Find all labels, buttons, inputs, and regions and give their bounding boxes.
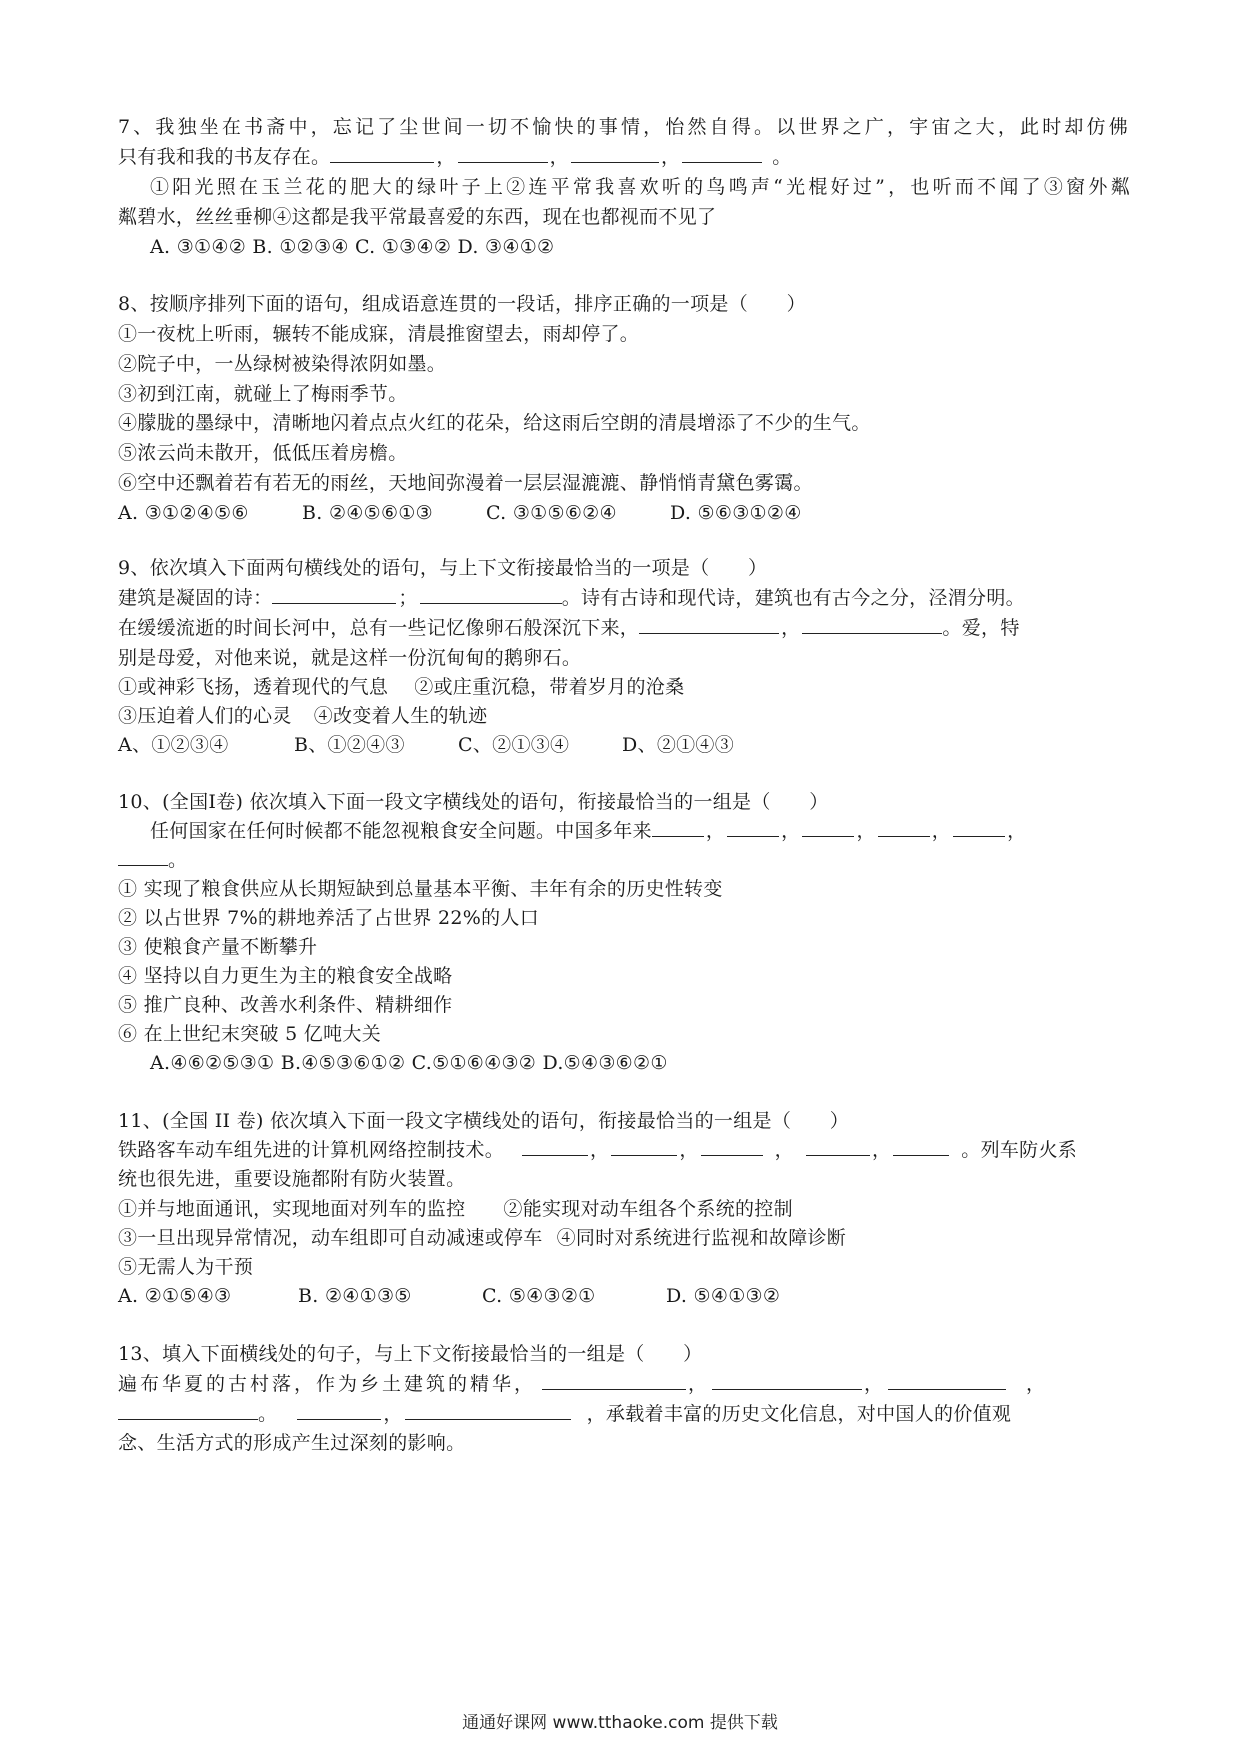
q10-line-3 [118, 845, 1128, 875]
comma: ， [774, 1139, 794, 1161]
comma: ， [688, 1373, 711, 1395]
answer-blank[interactable] [118, 1399, 258, 1420]
q10-sentence-2: ② 以占世界 7%的耕地养活了占世界 22%的人口 [118, 907, 539, 929]
q8-sentence-4: ④朦胧的墨绿中，清晰地闪着点点火红的花朵，给这雨后空朗的清晨增添了不少的生气。 [118, 412, 871, 434]
q11-options [118, 1281, 1128, 1311]
comma: ， [660, 146, 681, 168]
q9-options [118, 730, 1128, 760]
q7-line-3: ①阳光照在玉兰花的肥大的绿叶子上②连平常我喜欢听的鸟鸣声“光棍好过”，也听而不闻了③窗外粼 [150, 176, 1130, 198]
q13-line-3 [118, 1399, 1128, 1429]
comma: ， [1026, 1373, 1049, 1395]
answer-blank[interactable] [806, 1135, 870, 1156]
q13-line-4: 念、生活方式的形成产生过深刻的影响。 [118, 1432, 466, 1454]
q11-choice-4: ④同时对系统进行监视和故障诊断 [556, 1227, 847, 1249]
q8-sentence-6: ⑥空中还飘着若有若无的雨丝，天地间弥漫着一层层湿漉漉、静悄悄青黛色雾霭。 [118, 472, 813, 494]
q8-sentence-3: ③初到江南，就碰上了梅雨季节。 [118, 383, 408, 405]
answer-blank[interactable] [118, 845, 168, 866]
q9-line-2-text-b: 。诗有古诗和现代诗，建筑也有古今之分，泾渭分明。 [561, 587, 1025, 609]
answer-blank[interactable] [878, 816, 930, 837]
q10-sentence-4: ④ 坚持以自力更生为主的粮食安全战略 [118, 965, 453, 987]
q11-choices-2 [118, 1223, 1128, 1253]
q8-sentence-1: ①一夜枕上听雨，辗转不能成寐，清晨推窗望去，雨却停了。 [118, 323, 640, 345]
q11-choices-1 [118, 1194, 1128, 1224]
q13-line-3-text: ，承载着丰富的历史文化信息，对中国人的价值观 [586, 1403, 1012, 1425]
q9-line-2 [118, 583, 1128, 613]
q13-title: 13、填入下面横线处的句子，与上下文衔接最恰当的一组是（ ） [118, 1343, 703, 1365]
comma: ， [856, 820, 876, 842]
q7-options: A. ③①④② B. ①②③④ C. ①③④② D. ③④①② [150, 236, 555, 258]
q11-option-b[interactable]: B. ②④①③⑤ [298, 1285, 412, 1307]
q9-line-3-text-b: 。爱，特 [942, 617, 1020, 639]
q11-line-2-text-b: 。列车防火系 [961, 1139, 1078, 1161]
comma: ， [864, 1373, 887, 1395]
comma: ， [871, 1139, 892, 1161]
q13-line-2-text: 遍布华夏的古村落，作为乡土建筑的精华， [118, 1373, 537, 1395]
q7-line-4: 粼碧水，丝丝垂柳④这都是我平常最喜爱的东西，现在也都视而不见了 [118, 206, 717, 228]
q13-line-2 [118, 1369, 1128, 1399]
q8-sentence-5: ⑤浓云尚未散开，低低压着房檐。 [118, 442, 408, 464]
q10-sentence-3: ③ 使粮食产量不断攀升 [118, 936, 318, 958]
q8-options [118, 498, 1128, 528]
q10-options: A.④⑥②⑤③① B.④⑤③⑥①② C.⑤①⑥④③② D.⑤④③⑥②① [150, 1052, 668, 1074]
comma: ， [931, 820, 952, 842]
q10-sentence-5: ⑤ 推广良种、改善水利条件、精耕细作 [118, 994, 453, 1016]
answer-blank[interactable] [420, 583, 562, 604]
q11-option-d[interactable]: D. ⑤④①③② [666, 1285, 781, 1307]
comma: ， [1007, 820, 1027, 842]
answer-blank[interactable] [571, 142, 659, 163]
q9-choice-4: ④改变着人生的轨迹 [313, 705, 488, 727]
q11-line-2 [118, 1135, 1128, 1165]
q7-line-2-text: 只有我和我的书友存在。 [118, 146, 331, 168]
comma: ， [549, 146, 569, 168]
q8-option-b[interactable]: B. ②④⑤⑥①③ [302, 502, 433, 524]
q8-option-a[interactable]: A. ③①②④⑤⑥ [118, 502, 249, 524]
q11-choice-3: ③一旦出现异常情况，动车组即可自动减速或停车 [118, 1227, 543, 1249]
answer-blank[interactable] [272, 583, 396, 604]
q8-option-c[interactable]: C. ③①⑤⑥②④ [486, 502, 617, 524]
answer-blank[interactable] [893, 1135, 949, 1156]
q7-line-1: 7、我独坐在书斋中，忘记了尘世间一切不愉快的事情，怡然自得。以世界之广，宇宙之大，此时却仿佛 [118, 116, 1128, 138]
comma: ， [590, 1139, 610, 1161]
comma: ， [383, 1403, 403, 1425]
answer-blank[interactable] [701, 1135, 763, 1156]
q10-sentence-1: ① 实现了粮食供应从长期短缺到总量基本平衡、丰年有余的历史性转变 [118, 878, 723, 900]
period: 。 [168, 849, 188, 871]
q10-title: 10、(全国Ⅰ卷) 依次填入下面一段文字横线处的语句，衔接最恰当的一组是（ ） [118, 791, 829, 813]
q8-option-d[interactable]: D. ⑤⑥③①②④ [670, 502, 802, 524]
answer-blank[interactable] [639, 613, 779, 634]
q9-option-a[interactable]: A、①②③④ [118, 734, 229, 756]
q11-choice-2: ②能实现对动车组各个系统的控制 [503, 1198, 793, 1220]
answer-blank[interactable] [712, 1369, 862, 1390]
q9-option-d[interactable]: D、②①④③ [622, 734, 735, 756]
comma: ， [436, 146, 456, 168]
answer-blank[interactable] [458, 142, 548, 163]
q10-line-2-text: 任何国家在任何时候都不能忽视粮食安全问题。中国多年来 [150, 820, 652, 842]
q9-choice-2: ②或庄重沉稳，带着岁月的沧桑 [414, 676, 685, 698]
answer-blank[interactable] [953, 816, 1005, 837]
answer-blank[interactable] [802, 816, 854, 837]
q9-option-c[interactable]: C、②①③④ [458, 734, 570, 756]
period: 。 [258, 1403, 278, 1425]
answer-blank[interactable] [405, 1399, 571, 1420]
answer-blank[interactable] [888, 1369, 1006, 1390]
q9-title: 9、依次填入下面两句横线处的语句，与上下文衔接最恰当的一项是（ ） [118, 557, 768, 579]
q9-choice-1: ①或神彩飞扬，透着现代的气息 [118, 676, 389, 698]
q11-line-2-text-a: 铁路客车动车组先进的计算机网络控制技术。 [118, 1139, 505, 1161]
comma: ， [781, 617, 801, 639]
answer-blank[interactable] [611, 1135, 677, 1156]
answer-blank[interactable] [297, 1399, 381, 1420]
answer-blank[interactable] [522, 1135, 588, 1156]
comma: ， [679, 1139, 699, 1161]
q9-choice-3: ③压迫着人们的心灵 [118, 705, 292, 727]
q11-choice-1: ①并与地面通讯，实现地面对列车的监控 [118, 1198, 466, 1220]
answer-blank[interactable] [802, 613, 942, 634]
q9-line-3-text-a: 在缓缓流逝的时间长河中，总有一些记忆像卵石般深沉下来， [118, 617, 640, 639]
answer-blank[interactable] [542, 1369, 686, 1390]
comma: ， [705, 820, 726, 842]
footer-credit: 通通好课网 www.tthaoke.com 提供下载 [462, 1713, 778, 1733]
q8-sentence-2: ②院子中，一丛绿树被染得浓阴如墨。 [118, 353, 447, 375]
q9-choices-2 [118, 701, 1128, 731]
q8-title: 8、按顺序排列下面的语句，组成语意连贯的一段话，排序正确的一项是（ ） [118, 293, 806, 315]
q9-line-2-text-a: 建筑是凝固的诗： [118, 587, 273, 609]
answer-blank[interactable] [330, 142, 434, 163]
q11-option-a[interactable]: A. ②①⑤④③ [118, 1285, 232, 1307]
q7-line-2 [118, 142, 1128, 172]
answer-blank[interactable] [727, 816, 779, 837]
period: 。 [772, 146, 792, 168]
q10-line-2 [150, 816, 1130, 846]
q9-line-4: 别是母爱，对他来说，就是这样一份沉甸甸的鹅卵石。 [118, 647, 582, 669]
q11-choices-3: ⑤无需人为干预 [118, 1256, 254, 1278]
q9-option-b[interactable]: B、①②④③ [294, 734, 405, 756]
q11-option-c[interactable]: C. ⑤④③②① [482, 1285, 596, 1307]
answer-blank[interactable] [682, 142, 762, 163]
q11-title: 11、(全国 II 卷) 依次填入下面一段文字横线处的语句，衔接最恰当的一组是（ ） [118, 1110, 850, 1132]
semicolon: ； [398, 587, 418, 609]
q11-line-3: 统也很先进，重要设施都附有防火装置。 [118, 1168, 466, 1190]
q10-sentence-6: ⑥ 在上世纪末突破 5 亿吨大关 [118, 1023, 382, 1045]
q9-choices-1 [118, 672, 1128, 702]
comma: ， [781, 820, 801, 842]
q9-line-3 [118, 613, 1128, 643]
answer-blank[interactable] [652, 816, 704, 837]
